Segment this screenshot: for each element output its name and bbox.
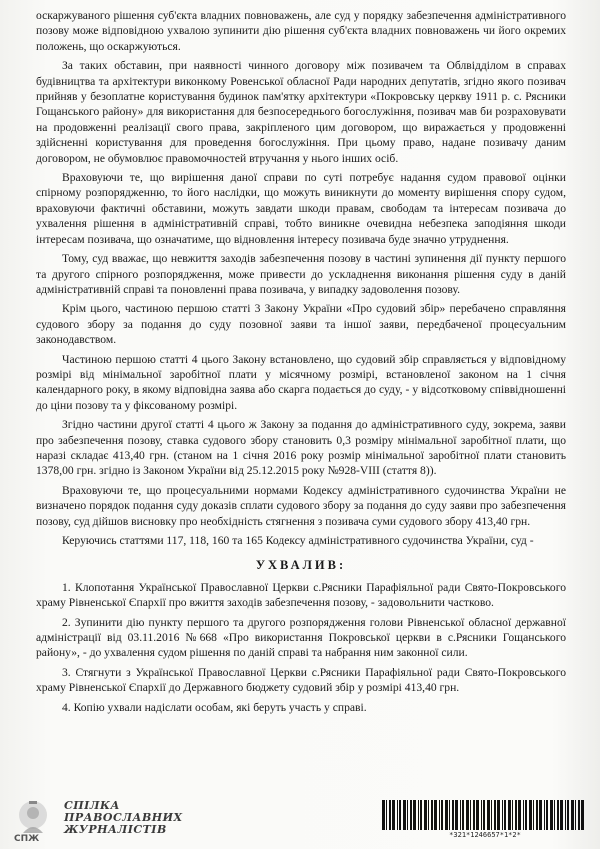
barcode-bar: [397, 800, 398, 830]
logo-line: ЖУРНАЛІСТІВ: [64, 823, 167, 836]
barcode-bar: [508, 800, 511, 830]
barcode-bar: [581, 800, 584, 830]
barcode-bar: [410, 800, 412, 830]
barcode-bar: [560, 800, 563, 830]
barcode-bar: [392, 800, 395, 830]
watermark-logo: [8, 790, 183, 846]
logo-line: ПРАВОСЛАВНИХ: [64, 811, 183, 824]
barcode-bar: [550, 800, 553, 830]
barcode-bar: [455, 800, 458, 830]
barcode-bar: [536, 800, 538, 830]
barcode-bar: [494, 800, 496, 830]
barcode-bar: [539, 800, 542, 830]
paragraph: Тому, суд вважає, що невжиття заходів забезпечення позову в частині зупинення дії пункту першого та другого спірного розпорядження, може привести до ускладнення виконання рішення суду в даній адміністративній справі та поновленні права позивача, у випадку задоволення позову.: [36, 252, 566, 296]
barcode-bar: [529, 800, 532, 830]
barcode-bar: [557, 800, 559, 830]
barcode-bar: [491, 800, 492, 830]
barcode-bar: [518, 800, 521, 830]
barcode-bar: [512, 800, 513, 830]
paragraph: оскаржуваного рішення суб'єкта владних повноважень, але суд у порядку забезпечення адміністративного позову може відповідною ухвалою зупинити дію рішення суб'єкта владних повноважень чи його окремих положень, що оскаржуються.: [36, 9, 566, 53]
barcode-bar: [420, 800, 422, 830]
barcode-bar: [424, 800, 427, 830]
barcode-bar: [386, 800, 387, 830]
barcode-bar: [434, 800, 437, 830]
paragraph: За таких обставин, при наявності чинного договору між позивачем та Облвідділом в справах будівництва та архітектури виконкому Ровенської обласної Ради народних депутатів, згідно якого позивач прийняв у безоплатне користування будинок пам'ятку архітектури «Покровську церкву 1911 р. с. Рясники Гощанського району» для використання для безпосереднього богослужіння, позивач мав би розраховувати на продовженні реалізації свого права, закріпленого цим договором, що виражається у продовженні здійсненні користування для проведення богослужіння. При цьому право, надане позивачу даним договором, не обумовлює правомочностей втручання у нього інших осіб.: [36, 59, 566, 165]
barcode-bar: [452, 800, 454, 830]
logo-text: [64, 800, 183, 836]
logo-abbr: СПЖ: [14, 834, 40, 843]
document-body: [36, 8, 566, 719]
barcode-bar: [554, 800, 555, 830]
paragraph: Частиною першою статті 4 цього Закону встановлено, що судовий збір справляється у відповідному розмірі від мінімальної заробітної плати у місячному розмірі, встановленої законом на 1 січня календарного року, в якому відповідна заява або скарга подається до суду, - у відсотковому співвідношенні до ціни позову та у фіксованому розмірі.: [36, 352, 566, 412]
barcode-bar: [413, 800, 416, 830]
barcode: [380, 800, 585, 830]
barcode-bar: [382, 800, 385, 830]
barcode-bar: [504, 800, 506, 830]
paragraph: Враховуючи те, що процесуальними нормами Кодексу адміністративного судочинства України не визначено порядок подання суду доказів сплати судового збору за подання до суду заяви про забезпечення позову, суд дійшов висновку про необхідність стягнення з позивача суми судового збору 413,40 грн.: [36, 483, 566, 528]
logo-line: СПІЛКА: [64, 799, 120, 812]
paragraph: Згідно частини другої статті 4 цього ж Закону за подання до адміністративного суду, зокрема, заяви про забезпечення позову, ставка судового збору становить 0,3 розміру мінімальної заробітної плати, що наразі складає 413,40 грн. (станом на 1 січня 2016 року розмір мінімальної заробітної плати становить 1378,00 грн. згідно із Законом України від 25.12.2015 року №928-VIII (стаття 8)).: [36, 418, 566, 478]
barcode-bar: [445, 800, 448, 830]
barcode-bar: [389, 800, 391, 830]
barcode-bar: [546, 800, 548, 830]
barcode-bar: [476, 800, 479, 830]
barcode-bar: [571, 800, 574, 830]
barcode-bar: [462, 800, 464, 830]
barcode-bar: [497, 800, 500, 830]
barcode-bar: [515, 800, 517, 830]
barcode-bar: [466, 800, 469, 830]
barcode-bar: [439, 800, 440, 830]
barcode-bar: [407, 800, 408, 830]
barcode-bar: [403, 800, 406, 830]
barcode-bar: [460, 800, 461, 830]
barcode-bar: [487, 800, 490, 830]
barcode-bar: [502, 800, 503, 830]
barcode-bar: [473, 800, 475, 830]
ruling-item: 4. Копію ухвали надіслати особам, які беруть участь у справі.: [62, 700, 367, 714]
barcode-bar: [483, 800, 485, 830]
barcode-bar: [481, 800, 482, 830]
barcode-bar: [418, 800, 419, 830]
ruling-heading: УХВАЛИВ:: [255, 558, 347, 573]
barcode-bar: [525, 800, 527, 830]
barcode-bar: [470, 800, 471, 830]
barcode-bar: [575, 800, 576, 830]
barcode-bar: [523, 800, 524, 830]
barcode-label: *321*1246657*1*2*: [449, 831, 521, 839]
barcode-bar: [544, 800, 545, 830]
ruling-item: 3. Стягнути з Української Православної Церкви с.Рясники Парафіяльної ради Свято-Покровського храму Рівненської Єпархії до Державного бюджету судовий збір у розмірі 413,40 грн.: [36, 665, 566, 695]
paragraph: Керуючись статтями 117, 118, 160 та 165 Кодексу адміністративного судочинства України, суд -: [62, 534, 534, 547]
barcode-bar: [441, 800, 443, 830]
logo-emblem-icon: [8, 793, 58, 843]
barcode-bar: [449, 800, 450, 830]
paragraph: Враховуючи те, що вирішення даної справи по суті потребує надання судом правової оцінки спірному розпорядженню, то його наслідки, що можуть виникнути до моменту вирішення спору судом, враховуючи фактичні обставини, можуть завдати шкоди правам, свободам та інтересам позивача до ухвалення рішення в адміністративній справі, тобто виникне очевидна небезпека заподіяння шкоди інтересам позивача, що означатиме, що відновлення інтересу позивача буде значно утруднення.: [36, 171, 566, 246]
barcode-bar: [533, 800, 534, 830]
paragraph: Крім цього, частиною першою статті 3 Закону України «Про судовий збір» перебачено справляння судового збору за подання до суду позовної заяви та іншої заяви, передбаченої процесуальним законодавством.: [36, 302, 566, 347]
ruling-item: 2. Зупинити дію пункту першого та другого розпорядження голови Рівненської обласної державної адміністрації від 03.11.2016 №668 «Про використання Покровської церкви в с.Рясники Гощанського району», - до ухвалення судом рішення по даній справі та набрання ним законної сили.: [36, 615, 566, 660]
barcode-bar: [428, 800, 429, 830]
barcode-bar: [431, 800, 433, 830]
barcode-bar: [399, 800, 401, 830]
barcode-bar: [578, 800, 580, 830]
barcode-bar: [567, 800, 569, 830]
barcode-bar: [565, 800, 566, 830]
ruling-item: 1. Клопотання Української Православної Церкви с.Рясники Парафіяльної ради Свято-Покровського храму Рівненської Єпархії про вжиття заходів забезпечення позову, - задовольнити частково.: [36, 580, 566, 610]
